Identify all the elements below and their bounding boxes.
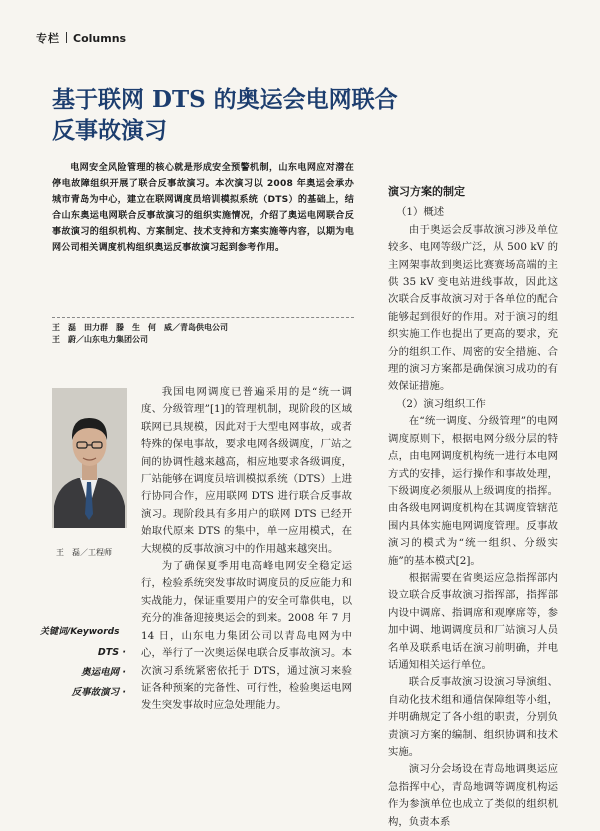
subsection-heading-2: （2）演习组织工作 (396, 397, 486, 410)
photo-caption: 王 磊／工程师 (56, 548, 112, 557)
article-title (52, 84, 572, 146)
column-header (36, 30, 126, 46)
author-list (52, 322, 354, 346)
section-heading: 演习方案的制定 (388, 185, 465, 198)
keywords-list (50, 643, 126, 703)
paragraph: 根据需要在省奥运应急指挥部内设立联合反事故演习指挥部，指挥部内设中调席、指调席和观摩席等，参加中调、地调调度员和厂站演习人员名单及联系电话在演习前明确，并电话通知相关运行单位。 (388, 571, 558, 671)
body-column-right (388, 183, 558, 831)
title-line-2: 反事故演习 (52, 117, 167, 144)
paragraph: 我国电网调度已普遍采用的是“统一调度、分级管理”[1]的管理机制，现阶段的区域联网已具规模，因此对于大型电网事故，或者特殊的保电事故，要求电网各级调度，厂站之间的协调性越来越高，相应地要求各级调度，厂站能够在调度员培训模拟系统（DTS）上进行协同合作，应用联网 DTS 进行联合反事故演习。现阶段具有多用户的联网 DTS 已经开始取代原来 DTS 的集中，单一应用模式，在大规模的反事故演习中的作用越来越突出。 (141, 386, 352, 555)
paragraph: 演习分会场设在青岛地调奥运应急指挥中心，青岛地调等调度机构运作为参演单位也成立了类似的组织机构，负责本系 (388, 763, 558, 828)
paragraph: 为了确保夏季用电高峰电网安全稳定运行，检验系统突发事故时调度员的反应能力和实战能力，保证重要用户的安全可靠供电，以充分的准备迎接奥运会的到来。2008 年 7 月 14 日，山东电力集团公司以青岛电网为中心，举行了一次奥运保电联合反事故演习。本次演习系统紧密依托于 DTS，通过演习来验证各种预案的完备性、可行性，检验奥运电网发生突发事故时应急处理能力。 (141, 560, 352, 712)
body-column-left (141, 384, 352, 715)
paragraph: 由于奥运会反事故演习涉及单位较多、电网等级广泛，从 500 kV 的主网架事故到奥运比赛赛场高端的主供 35 kV 变电站进线事故，因此这次联合反事故演习对于各单位的配合能够起到很好的作用。对于演习的组织实施工作也提出了更高的要求，充分的组织工作、周密的安全措施、合理的演习方案都是确保演习成功的有效保证措施。 (388, 223, 558, 393)
keywords-label: 关键词/Keywords (40, 627, 120, 637)
subsection-heading-1: （1）概述 (396, 206, 445, 219)
section-label-cn: 专栏 (36, 32, 60, 45)
section-label-en: Columns (73, 32, 127, 45)
header-divider (66, 32, 67, 43)
keyword-item: 奥运电网 · (81, 667, 126, 678)
paragraph: 联合反事故演习设演习导演组、自动化技术组和通信保障组等小组，并明确规定了各小组的职责，分别负责演习方案的编制、组织协调和技术实施。 (388, 676, 558, 758)
author-photo (52, 388, 127, 528)
abstract-divider (52, 317, 354, 318)
paragraph: 在“统一调度、分级管理”的电网调度原则下，根据电网分级分层的特点，由电网调度机构统一进行本电网方式的安排，运行操作和事故处理，下级调度必须服从上级调度的指挥。由各级电网调度机构在其调度管辖范围内具体实施电网调度管理。反事故演习的模式为“统一组织、分级实施”的基本模式[2]。 (388, 415, 558, 567)
keyword-item: 反事故演习 · (71, 687, 126, 698)
keyword-item: DTS · (97, 647, 126, 658)
title-line-1: 基于联网 DTS 的奥运会电网联合 (52, 86, 398, 113)
author-line-1: 王 磊 田力群 滕 生 何 威／青岛供电公司 (52, 323, 228, 332)
abstract: 电网安全风险管理的核心就是形成安全预警机制，山东电网应对潜在停电故障组织开展了联合反事故演习。本次演习以 2008 年奥运会承办城市青岛为中心，建立在联网调度员培训模拟系统（DTS）的基础上，结合山东奥运电网联合反事故演习的组织实施情况，介绍了奥运电网联合反事故演习的组织机构、方案制定、技术支持和方案实施等内容，以期为电网公司相关调度机构组织奥运反事故演习起到参考作用。 (52, 163, 354, 254)
author-line-2: 王 蔚／山东电力集团公司 (52, 335, 148, 344)
